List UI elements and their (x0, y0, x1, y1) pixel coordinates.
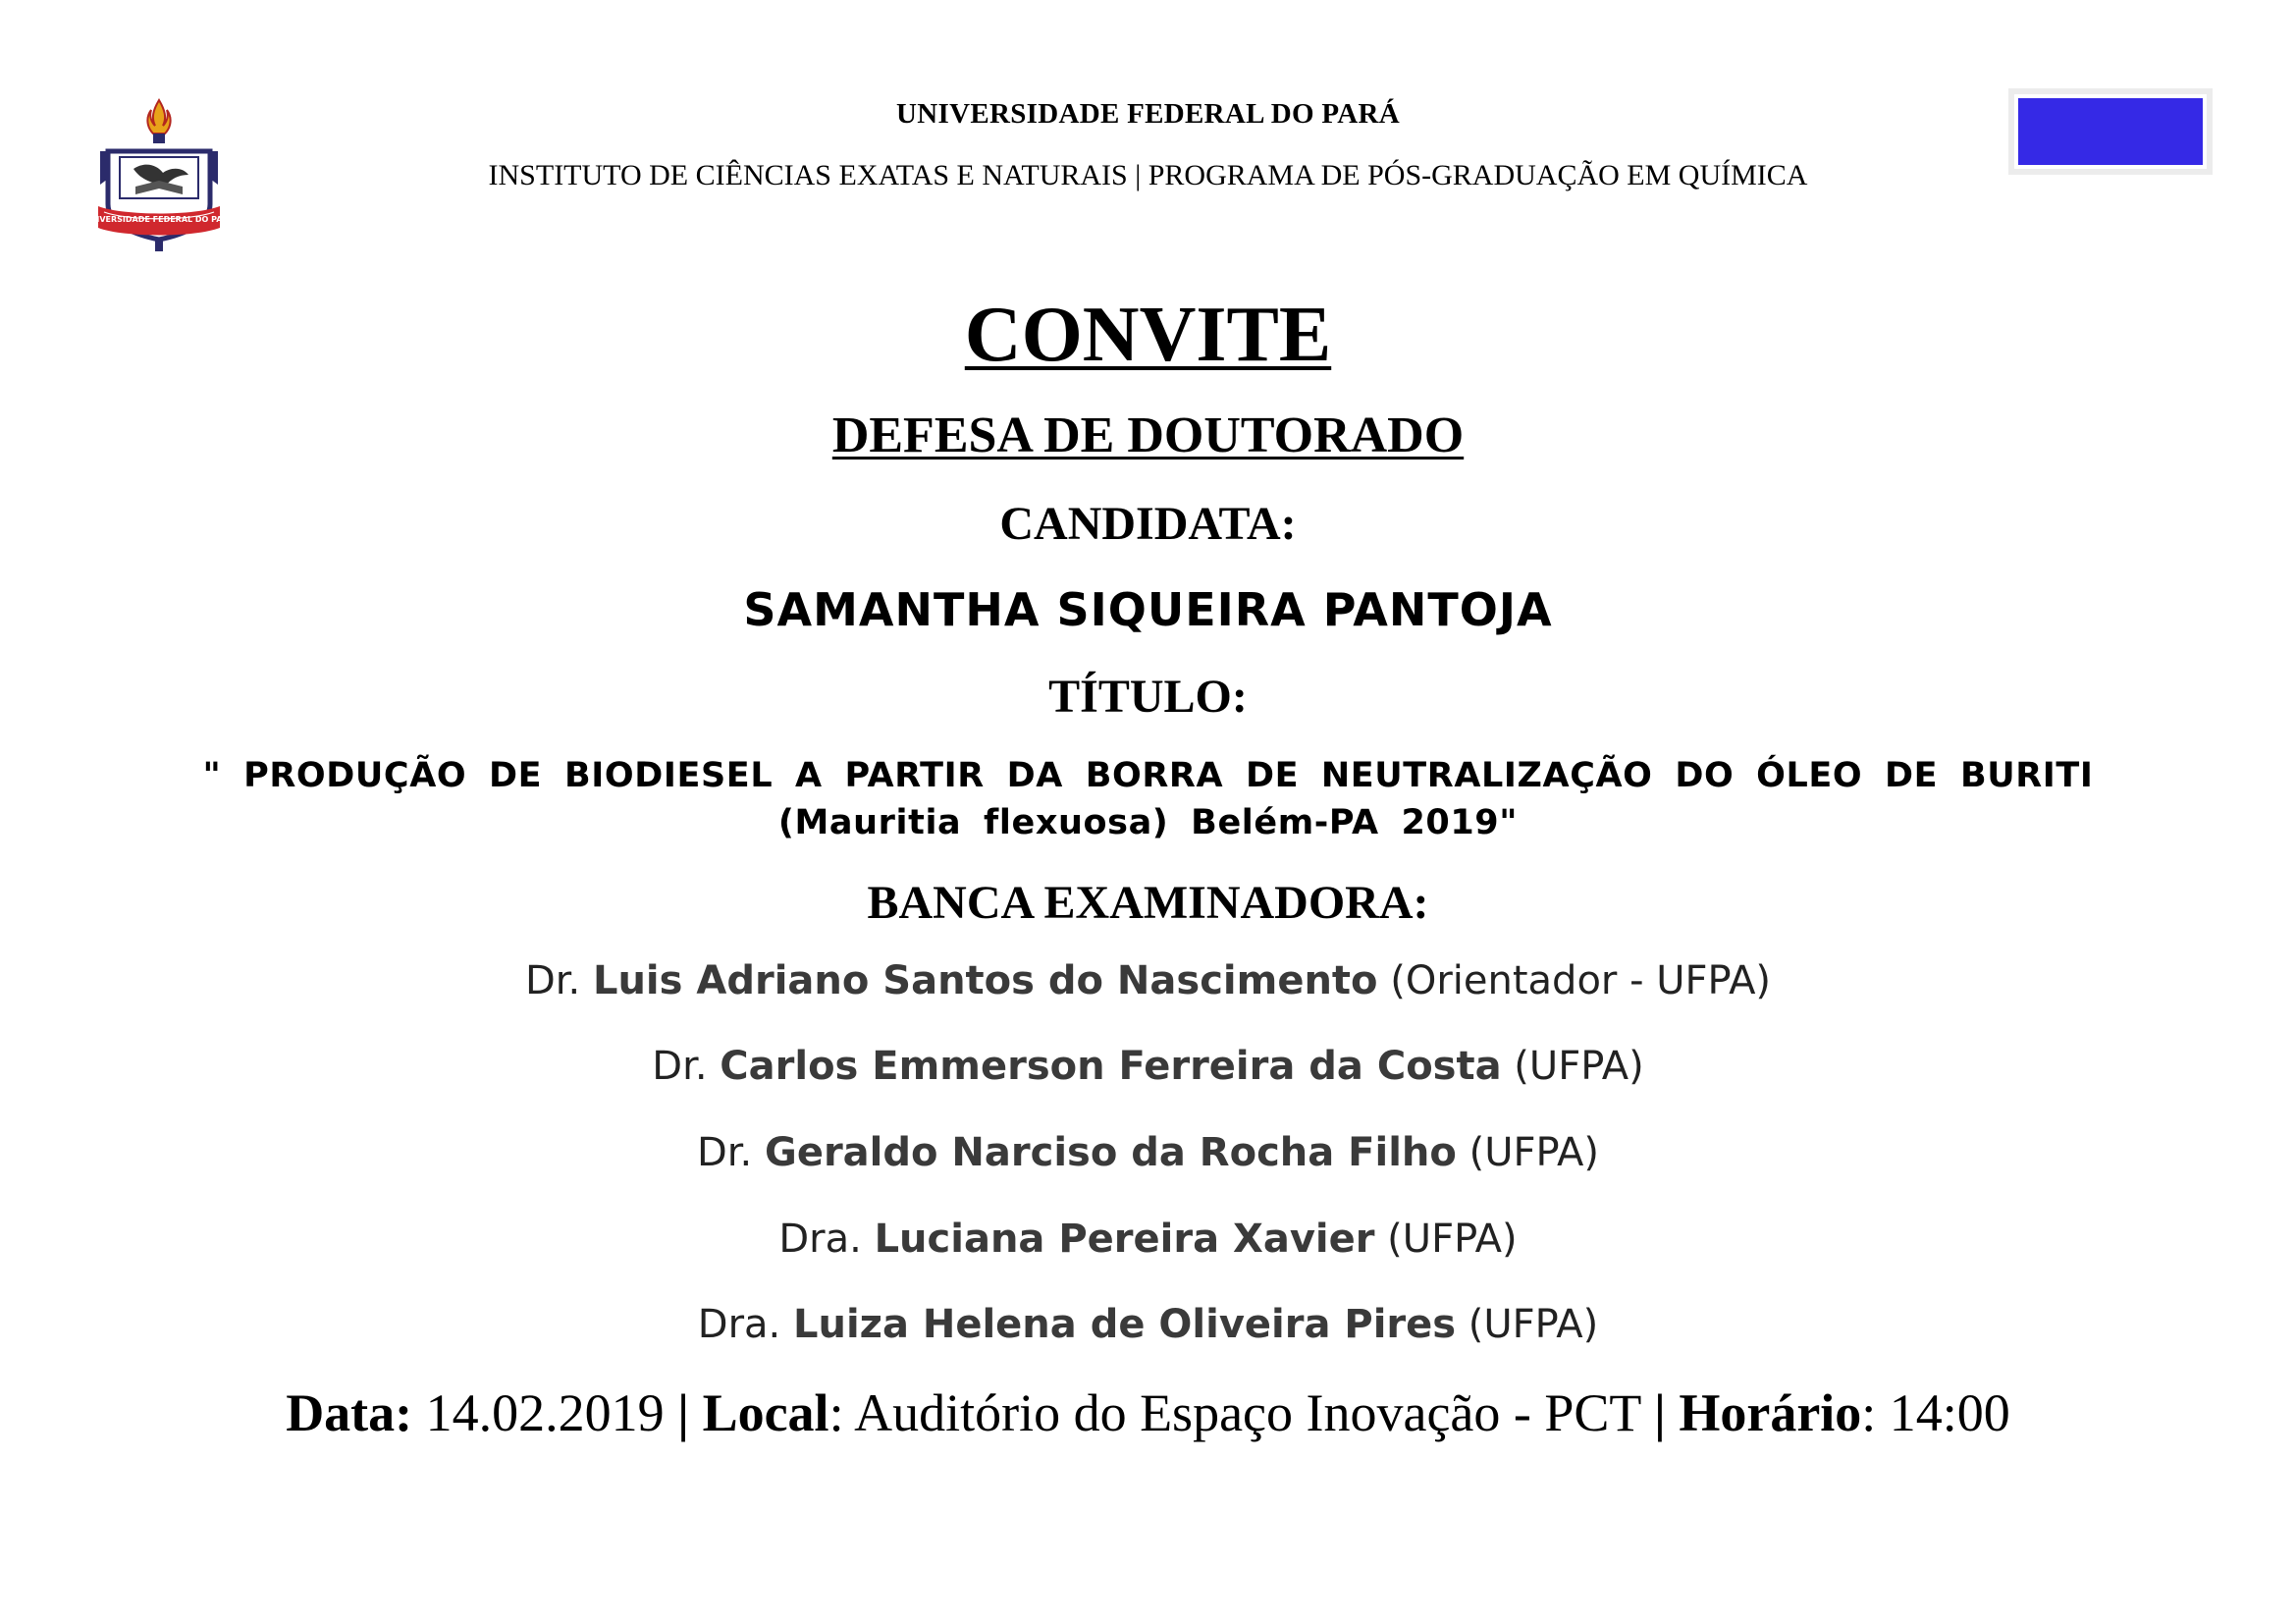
title-label: TÍTULO: (1048, 671, 1248, 723)
committee-member (0, 1044, 2296, 1089)
blue-badge (2008, 88, 2213, 175)
committee-member (0, 1130, 2296, 1175)
member-name: Luiza Helena de Oliveira Pires (792, 1302, 1457, 1347)
blue-badge-fill (2018, 98, 2203, 165)
member-prefix: Dra. (778, 1217, 875, 1262)
event-type: DEFESA DE DOUTORADO (831, 407, 1465, 463)
institute-program: INSTITUTO DE CIÊNCIAS EXATAS E NATURAIS | PROGRAMA DE PÓS-GRADUAÇÃO EM QUÍMICA (488, 159, 1808, 191)
date-label: Data: (286, 1383, 413, 1442)
separator: | (677, 1383, 703, 1442)
thesis-title (110, 752, 2186, 846)
invitation-heading: CONVITE (964, 292, 1332, 378)
member-name: Geraldo Narciso da Rocha Filho (764, 1130, 1457, 1175)
member-name: Luis Adriano Santos do Nascimento (592, 958, 1378, 1003)
member-name: Luciana Pereira Xavier (874, 1217, 1375, 1262)
thesis-title-line-1: " PRODUÇÃO DE BIODIESEL A PARTIR DA BORRA DE NEUTRALIZAÇÃO DO ÓLEO DE BURITI (202, 756, 2094, 795)
member-prefix: Dr. (652, 1044, 721, 1089)
member-affiliation: (UFPA) (1501, 1044, 1644, 1089)
university-name: UNIVERSIDADE FEDERAL DO PARÁ (896, 98, 1400, 130)
member-affiliation: (UFPA) (1456, 1302, 1599, 1347)
logo-ribbon-text: UNIVERSIDADE FEDERAL DO PARÁ (83, 215, 235, 224)
member-prefix: Dra. (697, 1302, 793, 1347)
committee-member (0, 1217, 2296, 1262)
member-prefix: Dr. (696, 1130, 765, 1175)
location-label: Local (702, 1383, 829, 1442)
committee-member (0, 958, 2296, 1003)
member-prefix: Dr. (524, 958, 593, 1003)
thesis-title-line-2: (Mauritia flexuosa) Belém-PA 2019" (777, 803, 1519, 842)
event-details (0, 1382, 2296, 1443)
separator: | (1653, 1383, 1680, 1442)
date-value: 14.02.2019 (412, 1383, 678, 1442)
member-name: Carlos Emmerson Ferreira da Costa (720, 1044, 1502, 1089)
member-affiliation: (UFPA) (1374, 1217, 1518, 1262)
time-label: Horário (1679, 1383, 1862, 1442)
candidate-name: SAMANTHA SIQUEIRA PANTOJA (743, 583, 1553, 636)
committee-member (0, 1302, 2296, 1347)
member-affiliation: (Orientador - UFPA) (1377, 958, 1772, 1003)
candidate-label: CANDIDATA: (999, 498, 1297, 550)
time-value: : 14:00 (1861, 1383, 2010, 1442)
member-affiliation: (UFPA) (1456, 1130, 1600, 1175)
location-value: : Auditório do Espaço Inovação - PCT (828, 1383, 1654, 1442)
committee-label: BANCA EXAMINADORA: (867, 877, 1429, 929)
